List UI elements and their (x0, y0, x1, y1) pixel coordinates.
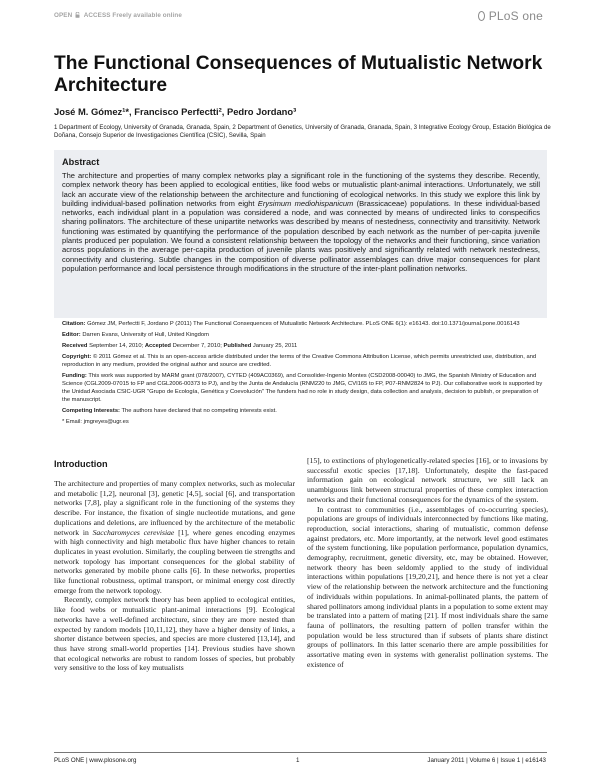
email-line: * Email: jmgreyes@ugr.es (62, 419, 129, 425)
competing-text: The authors have declared that no competing interests exist. (121, 408, 277, 414)
intro-species: Saccharomyces cerevisiae (92, 527, 175, 537)
intro-paragraph-3: [15], to extinctions of phylogenetically-related species [16], or to invasions by successful exotic species [17,18]. Unfortunately, despite the fast-paced information gain on ecological network structure, we still lack an unambiguous link between structural properties of these complex interaction networks and their functional consequences for the dynamics of the system. (307, 456, 548, 504)
dates-line (62, 342, 544, 350)
editor-line (62, 331, 544, 339)
journal-logo (478, 9, 543, 23)
copyright-text: © 2011 Gómez et al. This is an open-access article distributed under the terms of the Creative Commons Attribution License, which permits unrestricted use, distribution, and reproduction in any medium, provided the original author and source are credited. (62, 354, 537, 368)
copyright-label: Copyright: (62, 354, 92, 360)
abstract-heading: Abstract (62, 157, 100, 167)
published-label: Published (223, 343, 252, 349)
intro-paragraph-2: Recently, complex network theory has been applied to ecological entities, like food webs or mutualistic plant-animal interactions [9]. Ecological networks have a well-defined architecture, since they are more nested than expected by random models [10,11,12], they have a higher density of links, a shorter distance between species, and species are more clustered [13,14], and thus have strong small-world properties [14]. Previous studies have shown that ecological networks are robust to random losses of species, but probably very sensitive to the loss of key mutualists (54, 595, 295, 673)
editor-text: Darren Evans, University of Hull, United Kingdom (82, 332, 209, 338)
competing-line (62, 407, 544, 415)
copyright-line (62, 353, 544, 369)
intro-paragraph-4: In contrast to communities (i.e., assemblages of co-occurring species), populations are groups of individuals interconnected by functions like mating, reproduction, social interactions, sharing of mutualistic, common defense against predators, etc. More importantly, at the network level good estimates of the system functioning, like population performance, population dynamics, demography, recruitment, genetic diversity, etc, may be obtained. However, network theory has been seldomly applied to the study of individual interactions within populations [19,20,21], and hence there is not yet a clear view of the relationship between the network architecture and the functioning of individuals within populations. In animal-pollinated plants, the pattern of shared pollinators among individual plants in a population to some extent may be translated into a pattern of mating [21]. If most individuals share the same fauna of pollinators, the resulting pattern of pollen transfer within the population would be less structured than if subsets of plants share distinct groups of pollinators. In this latter scenario there are ample possibilities for assortative mating even in systems with generalist pollination systems. The existence of (307, 504, 548, 669)
page-number: 1 (296, 757, 300, 764)
access-label: ACCESS Freely available online (83, 12, 182, 19)
abstract-text (62, 171, 540, 273)
intro-p1-a: The architecture and properties of many complex networks, such as molecular and metabolic [1,2], neuronal [3], genetic [4,5], social [6], and transportation networks [7,8], play a significant role in the functioning of the systems they describe. For instance, the fixation of single nucleotide mutations, and gene duplications and deletions, are influenced by the architecture of the metabolic network in (54, 479, 295, 537)
intro-paragraph-1 (54, 479, 295, 595)
intro-p1-b: [1], where genes encoding enzymes with high connectivity and high metabolic flux have higher chances to retain duplicates in yeast evolution. Similarly, the coupling between tie strengths and network topology has important consequences for the global stability of networks generated by mobile phone calls [6]. In these networks, properties like functional robustness, optimal transport, or minimal energy cost directly emerge from the network topology. (54, 527, 295, 595)
introduction-heading: Introduction (54, 459, 108, 469)
received-date: September 14, 2010; (89, 343, 144, 349)
open-access-banner (54, 12, 182, 19)
footer-issue: January 2011 | Volume 6 | Issue 1 | e16143 (427, 757, 546, 764)
article-metadata (62, 320, 544, 429)
competing-label: Competing Interests: (62, 408, 120, 414)
citation-label: Citation: (62, 321, 86, 327)
editor-label: Editor: (62, 332, 81, 338)
article-title: The Functional Consequences of Mutualistic Network Architecture (54, 53, 543, 96)
abstract-species: Erysimum mediohispanicum (257, 198, 354, 208)
accepted-label: Accepted (144, 343, 171, 349)
received-label: Received (62, 343, 88, 349)
footer-rule (54, 752, 547, 753)
citation-text: Gómez JM, Perfectti F, Jordano P (2011) The Functional Consequences of Mutualistic Network Architecture. PLoS ONE 6(1): e16143. doi:10.1371/journal.pone.0016143 (87, 321, 520, 327)
affiliations: 1 Department of Ecology, University of Granada, Granada, Spain, 2 Department of Genetics, University of Granada, Granada, Spain, 3 Integrative Ecology Group, Estación Biológica de Doñana, Consejo Superior de Investigaciones Científica (CSIC), Sevilla, Spain (54, 124, 551, 140)
journal-logo-one: one (518, 9, 543, 23)
published-date: January 25, 2011 (252, 343, 298, 349)
open-lock-icon (75, 12, 80, 18)
author-list: José M. Gómez¹*, Francisco Perfectti², Pedro Jordano³ (54, 106, 297, 117)
abstract-part-1: The architecture and properties of many complex networks play a significant role in the functioning of the systems they describe. Recently, complex network theory has been applied to ecological entities, like food webs or mutualistic plant-animal interactions. Unfortunately, we still lack an accurate view of the relationship between the architecture and functioning of ecological networks. In this study we explore this link by building individual-based pollination networks from eight (62, 171, 540, 208)
funding-label: Funding: (62, 373, 87, 379)
accepted-date: December 7, 2010; (172, 343, 222, 349)
funding-line (62, 372, 544, 404)
body-column-right (307, 456, 548, 669)
footer-journal: PLoS ONE | www.plosone.org (54, 757, 137, 764)
funding-text: This work was supported by MARM grant (078/2007), CYTED (409AC0369), and Consolider-Ingenio Montes (CSD2008-00040) to JMG, the Spanish Ministry of Education and Science (CGL2009-07015 to FP and CGL2006-00373 to PJ), and by the Junta de Andalucía (RNM220 to JMG, CVI165 to FP, P07-RNM2824 to PJ). Our collaborative work is supported by the Unidad Asociada CSIC-UGR "Grupo de Ecología, Genética y Coevolución" The funders had no role in study design, data collection and analysis, decision to publish, or preparation of the manuscript. (62, 373, 543, 403)
journal-logo-plos: PLoS (488, 9, 519, 23)
citation-line (62, 320, 544, 328)
abstract-part-2: (Brassicaceae) populations. In these individual-based networks, each individual plant in a population was considered a node, and was connected by means of undirected links to conspecifics sharing pollinators. The architecture of these unipartite networks was described by means of nestedness, connectivity and transitivity. Network functioning was estimated by quantifying the performance of the population described by each network as the number of per-capita juvenile plants produced per population. We found a consistent relationship between the topology of the networks and their functioning, since variation across populations in the average per-capita production of juvenile plants was positively and significantly related with network nestedness, connectivity and clustering. Subtle changes in the composition of diverse pollinator assemblages can drive major consequences for plant population performance and local persistence through modifications in the structure of the inter-plant pollination networks. (62, 198, 540, 273)
body-column-left (54, 479, 295, 673)
open-label: OPEN (54, 12, 73, 19)
journal-logo-icon (478, 11, 485, 21)
